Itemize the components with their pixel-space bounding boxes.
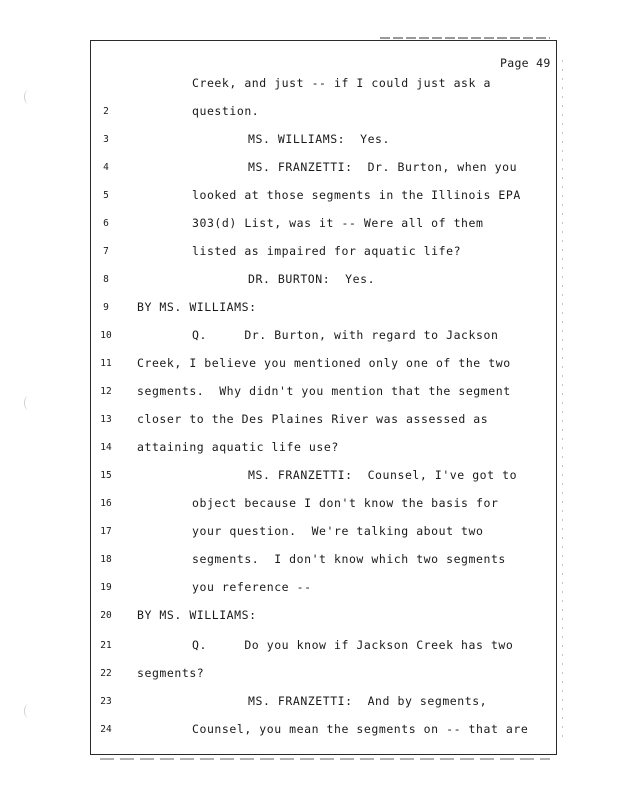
line-text: Creek, and just -- if I could just ask a	[192, 76, 491, 90]
transcript-line	[0, 160, 618, 180]
transcript-line	[0, 694, 618, 714]
line-number: 18	[100, 554, 112, 565]
line-text: listed as impaired for aquatic life?	[192, 244, 462, 258]
line-number: 22	[100, 668, 112, 679]
line-number: 20	[100, 610, 112, 621]
line-text: DR. BURTON: Yes.	[248, 272, 376, 286]
line-number: 5	[103, 190, 109, 201]
line-text: segments. I don't know which two segments	[192, 552, 506, 566]
line-text: MS. FRANZETTI: And by segments,	[248, 694, 488, 708]
transcript-line	[0, 300, 618, 320]
transcript-line	[0, 722, 618, 742]
line-number: 13	[100, 414, 112, 425]
line-number: 11	[100, 358, 112, 369]
transcript-line	[0, 356, 618, 376]
transcript-line	[0, 272, 618, 292]
line-text: your question. We're talking about two	[192, 524, 484, 538]
transcript-line	[0, 76, 618, 96]
transcript-line	[0, 496, 618, 516]
line-text: Creek, I believe you mentioned only one of the two	[137, 356, 511, 370]
line-text: BY MS. WILLIAMS:	[137, 300, 257, 314]
line-text: attaining aquatic life use?	[137, 440, 339, 454]
line-number: 2	[103, 106, 109, 117]
line-text: MS. WILLIAMS: Yes.	[248, 132, 390, 146]
transcript-line	[0, 104, 618, 124]
line-number: 4	[103, 162, 109, 173]
transcript-line	[0, 638, 618, 658]
line-text: closer to the Des Plaines River was assessed as	[137, 412, 489, 426]
line-text: Q. Do you know if Jackson Creek has two	[192, 638, 514, 652]
transcript-line	[0, 666, 618, 686]
line-number: 21	[100, 640, 112, 651]
line-number: 17	[100, 526, 112, 537]
line-number: 16	[100, 498, 112, 509]
transcript-line	[0, 412, 618, 432]
line-text: BY MS. WILLIAMS:	[137, 608, 257, 622]
line-number: 8	[103, 274, 109, 285]
transcript-line	[0, 384, 618, 404]
transcript-line	[0, 468, 618, 488]
line-number: 3	[103, 134, 109, 145]
transcript-line	[0, 580, 618, 600]
transcript-line	[0, 188, 618, 208]
line-number: 23	[100, 696, 112, 707]
line-text: Counsel, you mean the segments on -- that are	[192, 722, 529, 736]
transcript-line	[0, 524, 618, 544]
line-number: 14	[100, 442, 112, 453]
line-number: 24	[100, 724, 112, 735]
line-text: Q. Dr. Burton, with regard to Jackson	[192, 328, 499, 342]
line-text: you reference --	[192, 580, 312, 594]
line-number: 12	[100, 386, 112, 397]
page-number: Page 49	[500, 56, 551, 70]
line-number: 9	[103, 302, 109, 313]
line-number: 19	[100, 582, 112, 593]
line-text: 303(d) List, was it -- Were all of them	[192, 216, 484, 230]
transcript-line	[0, 244, 618, 264]
transcript-line	[0, 440, 618, 460]
line-text: segments. Why didn't you mention that the segment	[137, 384, 511, 398]
line-text: segments?	[137, 666, 205, 680]
line-text: question.	[192, 104, 260, 118]
frame-bottom-mark	[100, 758, 550, 760]
line-number: 10	[100, 330, 112, 341]
transcript-line	[0, 608, 618, 628]
line-number: 7	[103, 246, 109, 257]
line-text: MS. FRANZETTI: Dr. Burton, when you	[248, 160, 518, 174]
line-number: 15	[100, 470, 112, 481]
transcript-line	[0, 216, 618, 236]
frame-top-mark	[380, 37, 550, 39]
transcript-line	[0, 132, 618, 152]
line-text: MS. FRANZETTI: Counsel, I've got to	[248, 468, 518, 482]
line-text: object because I don't know the basis for	[192, 496, 499, 510]
line-number: 6	[103, 218, 109, 229]
transcript-line	[0, 552, 618, 572]
transcript-line	[0, 328, 618, 348]
line-text: looked at those segments in the Illinois EPA	[192, 188, 521, 202]
